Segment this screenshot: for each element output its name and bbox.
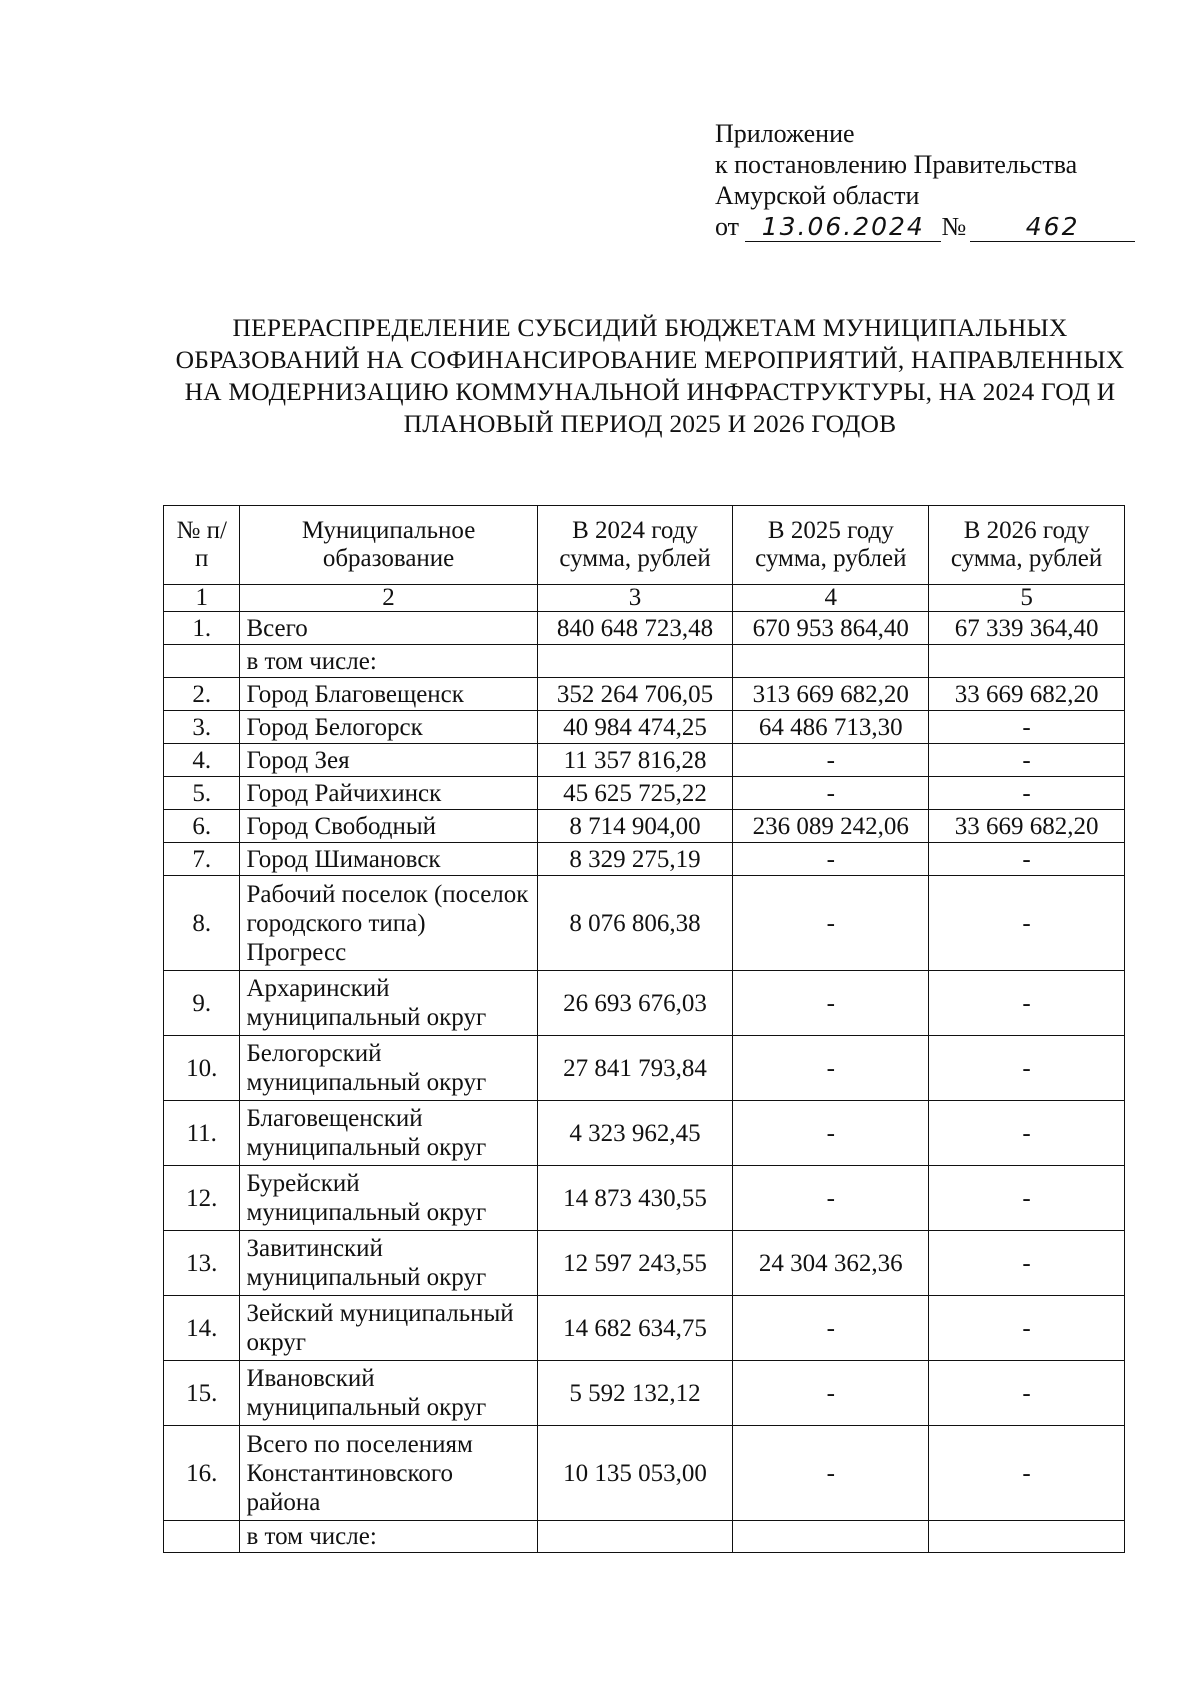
date-prefix: от [715,212,740,241]
amount-2024-cell: 14 682 634,75 [537,1296,733,1361]
index-cell: 4 [733,585,929,612]
table-row [164,1231,1125,1296]
amount-2026-cell: - [929,1166,1125,1231]
table-row [164,612,1125,645]
municipality-cell: Завитинский муниципальный округ [240,1231,537,1296]
amount-2024-cell: 11 357 816,28 [537,744,733,777]
handwritten-date: 13.06.2024 [745,213,941,242]
amount-2025-cell: - [733,1296,929,1361]
amount-2024-cell: 26 693 676,03 [537,971,733,1036]
table-row [164,810,1125,843]
table-row [164,1426,1125,1521]
municipality-cell: Город Райчихинск [240,777,537,810]
amount-2024-cell: 10 135 053,00 [537,1426,733,1521]
amount-2024-cell: 8 076 806,38 [537,876,733,971]
amount-2025-cell: - [733,971,929,1036]
table-row [164,744,1125,777]
amount-2026-cell: 67 339 364,40 [929,612,1125,645]
amount-2024-cell: 12 597 243,55 [537,1231,733,1296]
table-row [164,1361,1125,1426]
amount-2026-cell: - [929,1296,1125,1361]
amount-2026-cell: - [929,876,1125,971]
row-number-cell: 7. [164,843,240,876]
table-header-row [164,506,1125,585]
header-cell-2025: В 2025 году сумма, рублей [733,506,929,585]
amount-2025-cell: - [733,1361,929,1426]
amount-2024-cell: 5 592 132,12 [537,1361,733,1426]
row-number-cell: 11. [164,1101,240,1166]
row-number-cell [164,645,240,678]
amount-2025-cell: 313 669 682,20 [733,678,929,711]
table-row [164,1101,1125,1166]
amount-2026-cell: - [929,843,1125,876]
municipality-cell: Бурейский муниципальный округ [240,1166,537,1231]
amount-2026-cell: - [929,744,1125,777]
subsidy-table [163,505,1125,1553]
header-cell-municipality: Муниципальное образование [240,506,537,585]
handwritten-number: 462 [970,213,1135,242]
amount-2026-cell [929,645,1125,678]
row-number-cell: 3. [164,711,240,744]
table-index-row [164,585,1125,612]
table-row [164,1036,1125,1101]
row-number-cell: 5. [164,777,240,810]
amount-2024-cell: 40 984 474,25 [537,711,733,744]
number-prefix: № [941,212,967,241]
amount-2024-cell: 45 625 725,22 [537,777,733,810]
amount-2026-cell [929,1521,1125,1553]
amount-2025-cell: - [733,843,929,876]
amount-2024-cell: 8 329 275,19 [537,843,733,876]
municipality-cell: Город Благовещенск [240,678,537,711]
table-row [164,1296,1125,1361]
municipality-cell: в том числе: [240,1521,537,1553]
municipality-cell: Благовещенский муниципальный округ [240,1101,537,1166]
amount-2025-cell: - [733,1426,929,1521]
amount-2024-cell [537,645,733,678]
amount-2025-cell: 670 953 864,40 [733,612,929,645]
amount-2025-cell: - [733,744,929,777]
municipality-cell: Город Белогорск [240,711,537,744]
municipality-cell: Зейский муниципальный округ [240,1296,537,1361]
amount-2025-cell: 236 089 242,06 [733,810,929,843]
amount-2025-cell: - [733,1036,929,1101]
appendix-date-line [715,211,1135,242]
municipality-cell: Белогорский муниципальный округ [240,1036,537,1101]
row-number-cell: 4. [164,744,240,777]
appendix-line-3: Амурской области [715,181,920,210]
row-number-cell: 2. [164,678,240,711]
row-number-cell: 8. [164,876,240,971]
amount-2024-cell: 840 648 723,48 [537,612,733,645]
table-row [164,777,1125,810]
table-row [164,1166,1125,1231]
municipality-cell: Архаринский муниципальный округ [240,971,537,1036]
amount-2025-cell: - [733,777,929,810]
amount-2025-cell: 64 486 713,30 [733,711,929,744]
amount-2026-cell: 33 669 682,20 [929,810,1125,843]
header-cell-2026: В 2026 году сумма, рублей [929,506,1125,585]
amount-2026-cell: - [929,971,1125,1036]
municipality-cell: Город Шимановск [240,843,537,876]
municipality-cell: Рабочий поселок (поселок городского типа) Прогресс [240,876,537,971]
amount-2024-cell: 4 323 962,45 [537,1101,733,1166]
row-number-cell: 10. [164,1036,240,1101]
amount-2026-cell: - [929,711,1125,744]
amount-2025-cell: - [733,876,929,971]
amount-2026-cell: - [929,1426,1125,1521]
amount-2026-cell: - [929,1101,1125,1166]
amount-2026-cell: 33 669 682,20 [929,678,1125,711]
amount-2025-cell: - [733,1101,929,1166]
row-number-cell: 6. [164,810,240,843]
index-cell: 1 [164,585,240,612]
table-row [164,1521,1125,1553]
table-row [164,971,1125,1036]
amount-2025-cell: - [733,1166,929,1231]
table-row [164,711,1125,744]
amount-2026-cell: - [929,1036,1125,1101]
row-number-cell: 1. [164,612,240,645]
header-cell-no: № п/п [164,506,240,585]
appendix-line-1: Приложение [715,119,855,148]
amount-2024-cell: 27 841 793,84 [537,1036,733,1101]
amount-2025-cell [733,645,929,678]
index-cell: 3 [537,585,733,612]
municipality-cell: Всего по поселениям Константиновского района [240,1426,537,1521]
index-cell: 2 [240,585,537,612]
table-row [164,843,1125,876]
municipality-cell: в том числе: [240,645,537,678]
row-number-cell: 13. [164,1231,240,1296]
amount-2024-cell: 8 714 904,00 [537,810,733,843]
municipality-cell: Город Свободный [240,810,537,843]
municipality-cell: Всего [240,612,537,645]
index-cell: 5 [929,585,1125,612]
table-row [164,876,1125,971]
row-number-cell: 12. [164,1166,240,1231]
header-cell-2024: В 2024 году сумма, рублей [537,506,733,585]
row-number-cell: 9. [164,971,240,1036]
table-row [164,645,1125,678]
row-number-cell: 16. [164,1426,240,1521]
document-title: ПЕРЕРАСПРЕДЕЛЕНИЕ СУБСИДИЙ БЮДЖЕТАМ МУНИЦИПАЛЬНЫХ ОБРАЗОВАНИЙ НА СОФИНАНСИРОВАНИЕ МЕРОПРИЯТИЙ, НАПРАВЛЕННЫХ НА МОДЕРНИЗАЦИЮ КОММУНАЛЬНОЙ ИНФРАСТРУКТУРЫ, НА 2024 ГОД И ПЛАНОВЫЙ ПЕРИОД 2025 И 2026 ГОДОВ [175,313,1125,438]
amount-2026-cell: - [929,1231,1125,1296]
appendix-line-2: к постановлению Правительства [715,150,1078,179]
amount-2025-cell: 24 304 362,36 [733,1231,929,1296]
amount-2024-cell [537,1521,733,1553]
amount-2024-cell: 352 264 706,05 [537,678,733,711]
municipality-cell: Город Зея [240,744,537,777]
municipality-cell: Ивановский муниципальный округ [240,1361,537,1426]
amount-2025-cell [733,1521,929,1553]
table-row [164,678,1125,711]
appendix-block [715,118,1135,242]
amount-2024-cell: 14 873 430,55 [537,1166,733,1231]
amount-2026-cell: - [929,1361,1125,1426]
row-number-cell: 15. [164,1361,240,1426]
row-number-cell [164,1521,240,1553]
row-number-cell: 14. [164,1296,240,1361]
amount-2026-cell: - [929,777,1125,810]
